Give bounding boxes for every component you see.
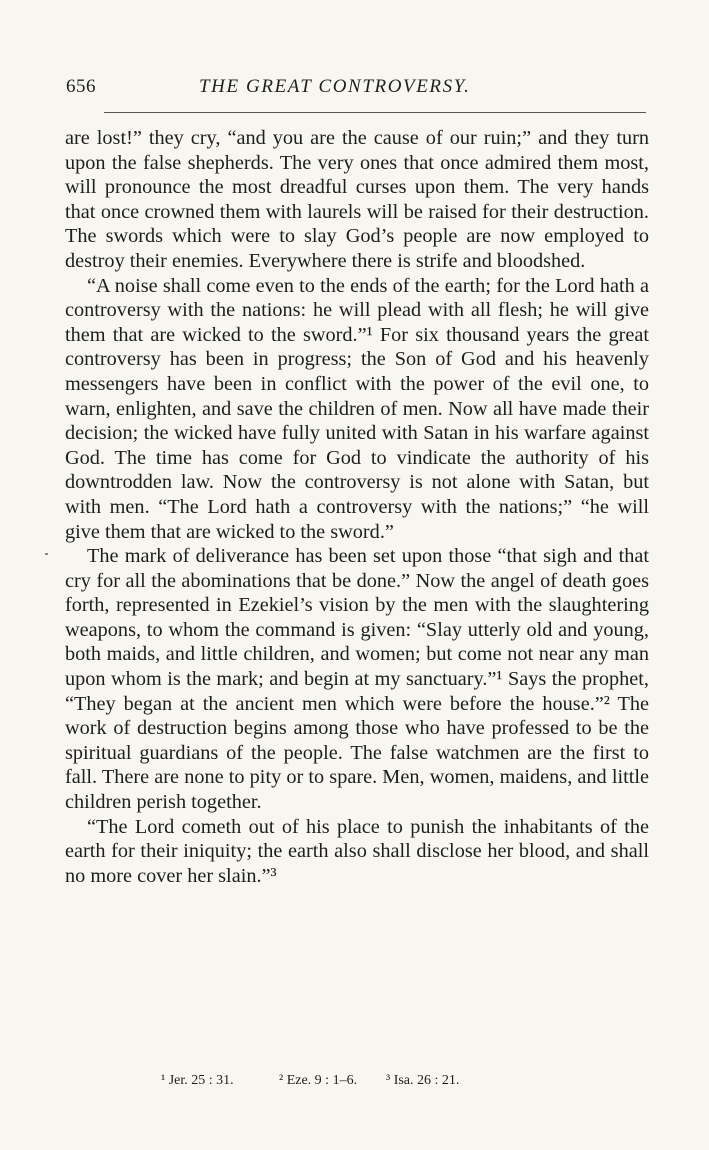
paragraph: “The Lord cometh out of his place to punish the inhabitants of the earth for their iniquity; the earth also shall disclose her blood, and shall no more cover her slain.”³ (65, 815, 649, 887)
paragraph: are lost!” they cry, “and you are the cause of our ruin;” and they turn upon the false shepherds. The very ones that once admired them most, will pronounce the most dreadful curses upon them. The very hands that once crowned them with laurels will be raised for their destruction. The swords which were to slay God’s people are now employed to destroy their enemies. Everywhere there is strife and bloodshed. (65, 127, 649, 272)
footnote: ¹ Jer. 25 : 31. (161, 1073, 234, 1088)
header-rule (104, 112, 646, 113)
paragraph: “A noise shall come even to the ends of the earth; for the Lord hath a controversy with the nations: he will plead with all flesh; he will give them that are wicked to the sword.”¹ For six thousand years the great controversy has been in progress; the Son of God and his heavenly messengers have been in conflict with the power of the evil one, to warn, enlighten, and save the children of men. Now all have made their decision; the wicked have fully united with Satan in his warfare against God. The time has come for God to vindicate the authority of his downtrodden law. Now the controversy is not alone with Satan, but with men. “The Lord hath a controversy with the nations;” “he will give them that are wicked to the sword.” (65, 274, 649, 543)
page-number: 656 (66, 76, 96, 97)
margin-mark (45, 553, 48, 555)
running-header (66, 76, 650, 102)
footnote: ² Eze. 9 : 1–6. (279, 1073, 358, 1088)
running-title: THE GREAT CONTROVERSY. (199, 76, 471, 97)
paragraph: The mark of deliverance has been set upon those “that sigh and that cry for all the abominations that be done.” Now the angel of death goes forth, represented in Ezekiel’s vision by the men with the slaughtering weapons, to whom the command is given: “Slay utterly old and young, both maids, and little children, and women; but come not near any man upon whom is the mark; and begin at my sanctuary.”¹ Says the prophet, “They began at the ancient men which were before the house.”² The work of destruction begins among those who have professed to be the spiritual guardians of the people. The false watchmen are the first to fall. There are none to pity or to spare. Men, women, maidens, and little children perish together. (65, 545, 649, 814)
footnote: ³ Isa. 26 : 21. (386, 1073, 460, 1088)
body-text (65, 126, 649, 888)
